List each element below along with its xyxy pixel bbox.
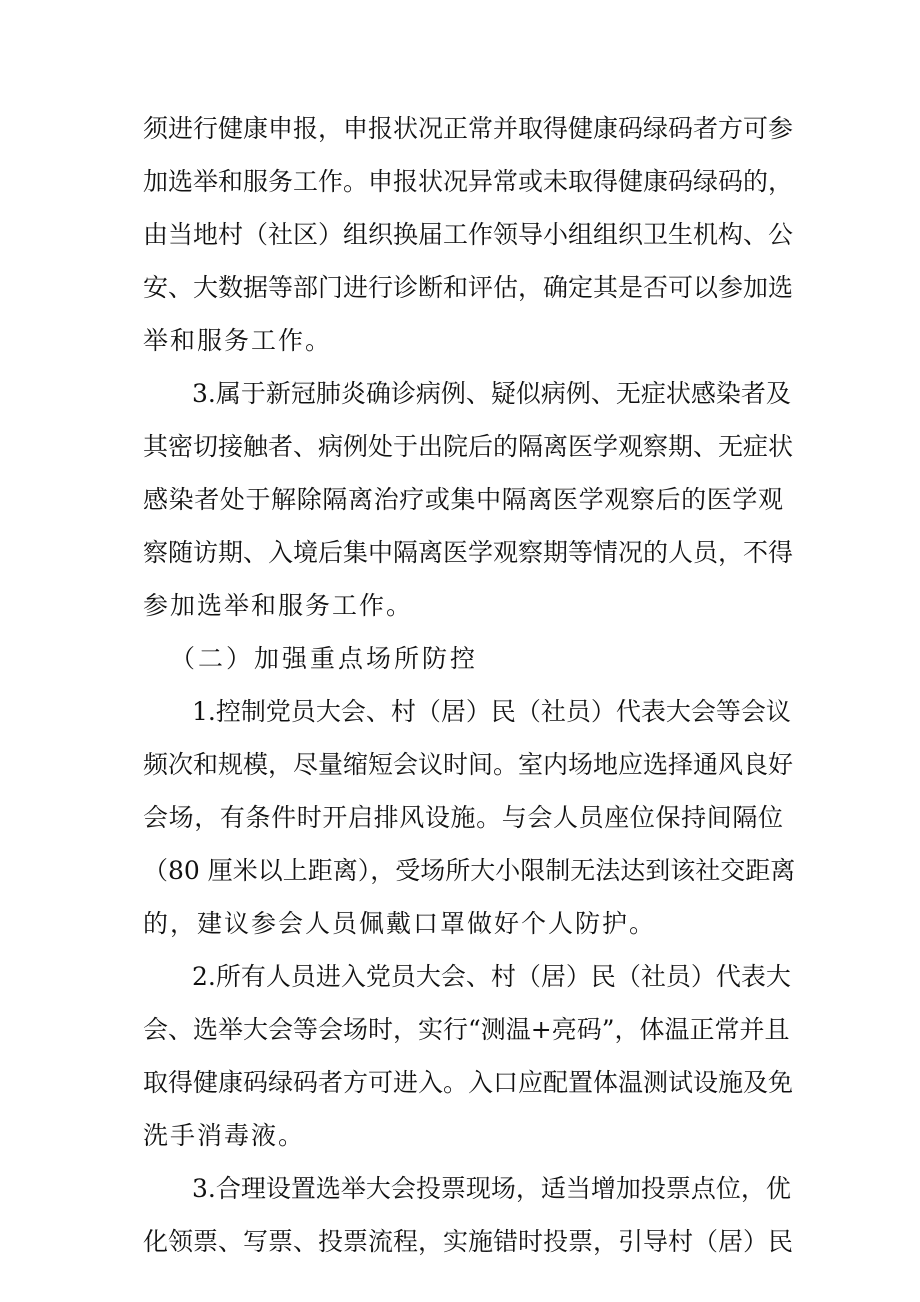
- paragraph-line: 1.控制党员大会、村（居）民（社员）代表大会等会议: [192, 697, 791, 726]
- paragraph-line: 察随访期、入境后集中隔离医学观察期等情况的人员，不得: [143, 538, 794, 567]
- paragraph-line: 化领票、写票、投票流程，实施错时投票，引导村（居）民: [143, 1227, 794, 1256]
- paragraph-line: 须进行健康申报，申报状况正常并取得健康码绿码者方可参: [143, 114, 794, 143]
- paragraph-line: 会、选举大会等会场时，实行“测温+亮码”，体温正常并且: [143, 1015, 790, 1044]
- paragraph-line: 频次和规模，尽量缩短会议时间。室内场地应选择通风良好: [143, 750, 794, 779]
- paragraph-line: （80 厘米以上距离），受场所大小限制无法达到该社交距离: [143, 856, 796, 885]
- paragraph-line: 取得健康码绿码者方可进入。入口应配置体温测试设施及免: [143, 1068, 794, 1097]
- paragraph-line: 其密切接触者、病例处于出院后的隔离医学观察期、无症状: [143, 432, 794, 461]
- paragraph-line: 2.所有人员进入党员大会、村（居）民（社员）代表大: [192, 962, 791, 991]
- paragraph-line: 举和服务工作。: [143, 326, 333, 355]
- paragraph-line: 洗手消毒液。: [143, 1121, 306, 1150]
- paragraph-line: 参加选举和服务工作。: [143, 591, 414, 620]
- paragraph-line: 会场，有条件时开启排风设施。与会人员座位保持间隔位: [143, 803, 783, 832]
- section-heading: （二）加强重点场所防控: [170, 644, 479, 673]
- paragraph-line: 由当地村（社区）组织换届工作领导小组组织卫生机构、公: [143, 220, 794, 249]
- paragraph-line: 安、大数据等部门进行诊断和评估，确定其是否可以参加选: [143, 273, 794, 302]
- paragraph-line: 的，建议参会人员佩戴口罩做好个人防护。: [143, 909, 657, 938]
- paragraph-line: 3.合理设置选举大会投票现场，适当增加投票点位，优: [192, 1174, 791, 1203]
- paragraph-line: 加选举和服务工作。申报状况异常或未取得健康码绿码的，: [143, 167, 794, 196]
- paragraph-line: 3.属于新冠肺炎确诊病例、疑似病例、无症状感染者及: [192, 379, 791, 408]
- paragraph-line: 感染者处于解除隔离治疗或集中隔离医学观察后的医学观: [143, 485, 783, 514]
